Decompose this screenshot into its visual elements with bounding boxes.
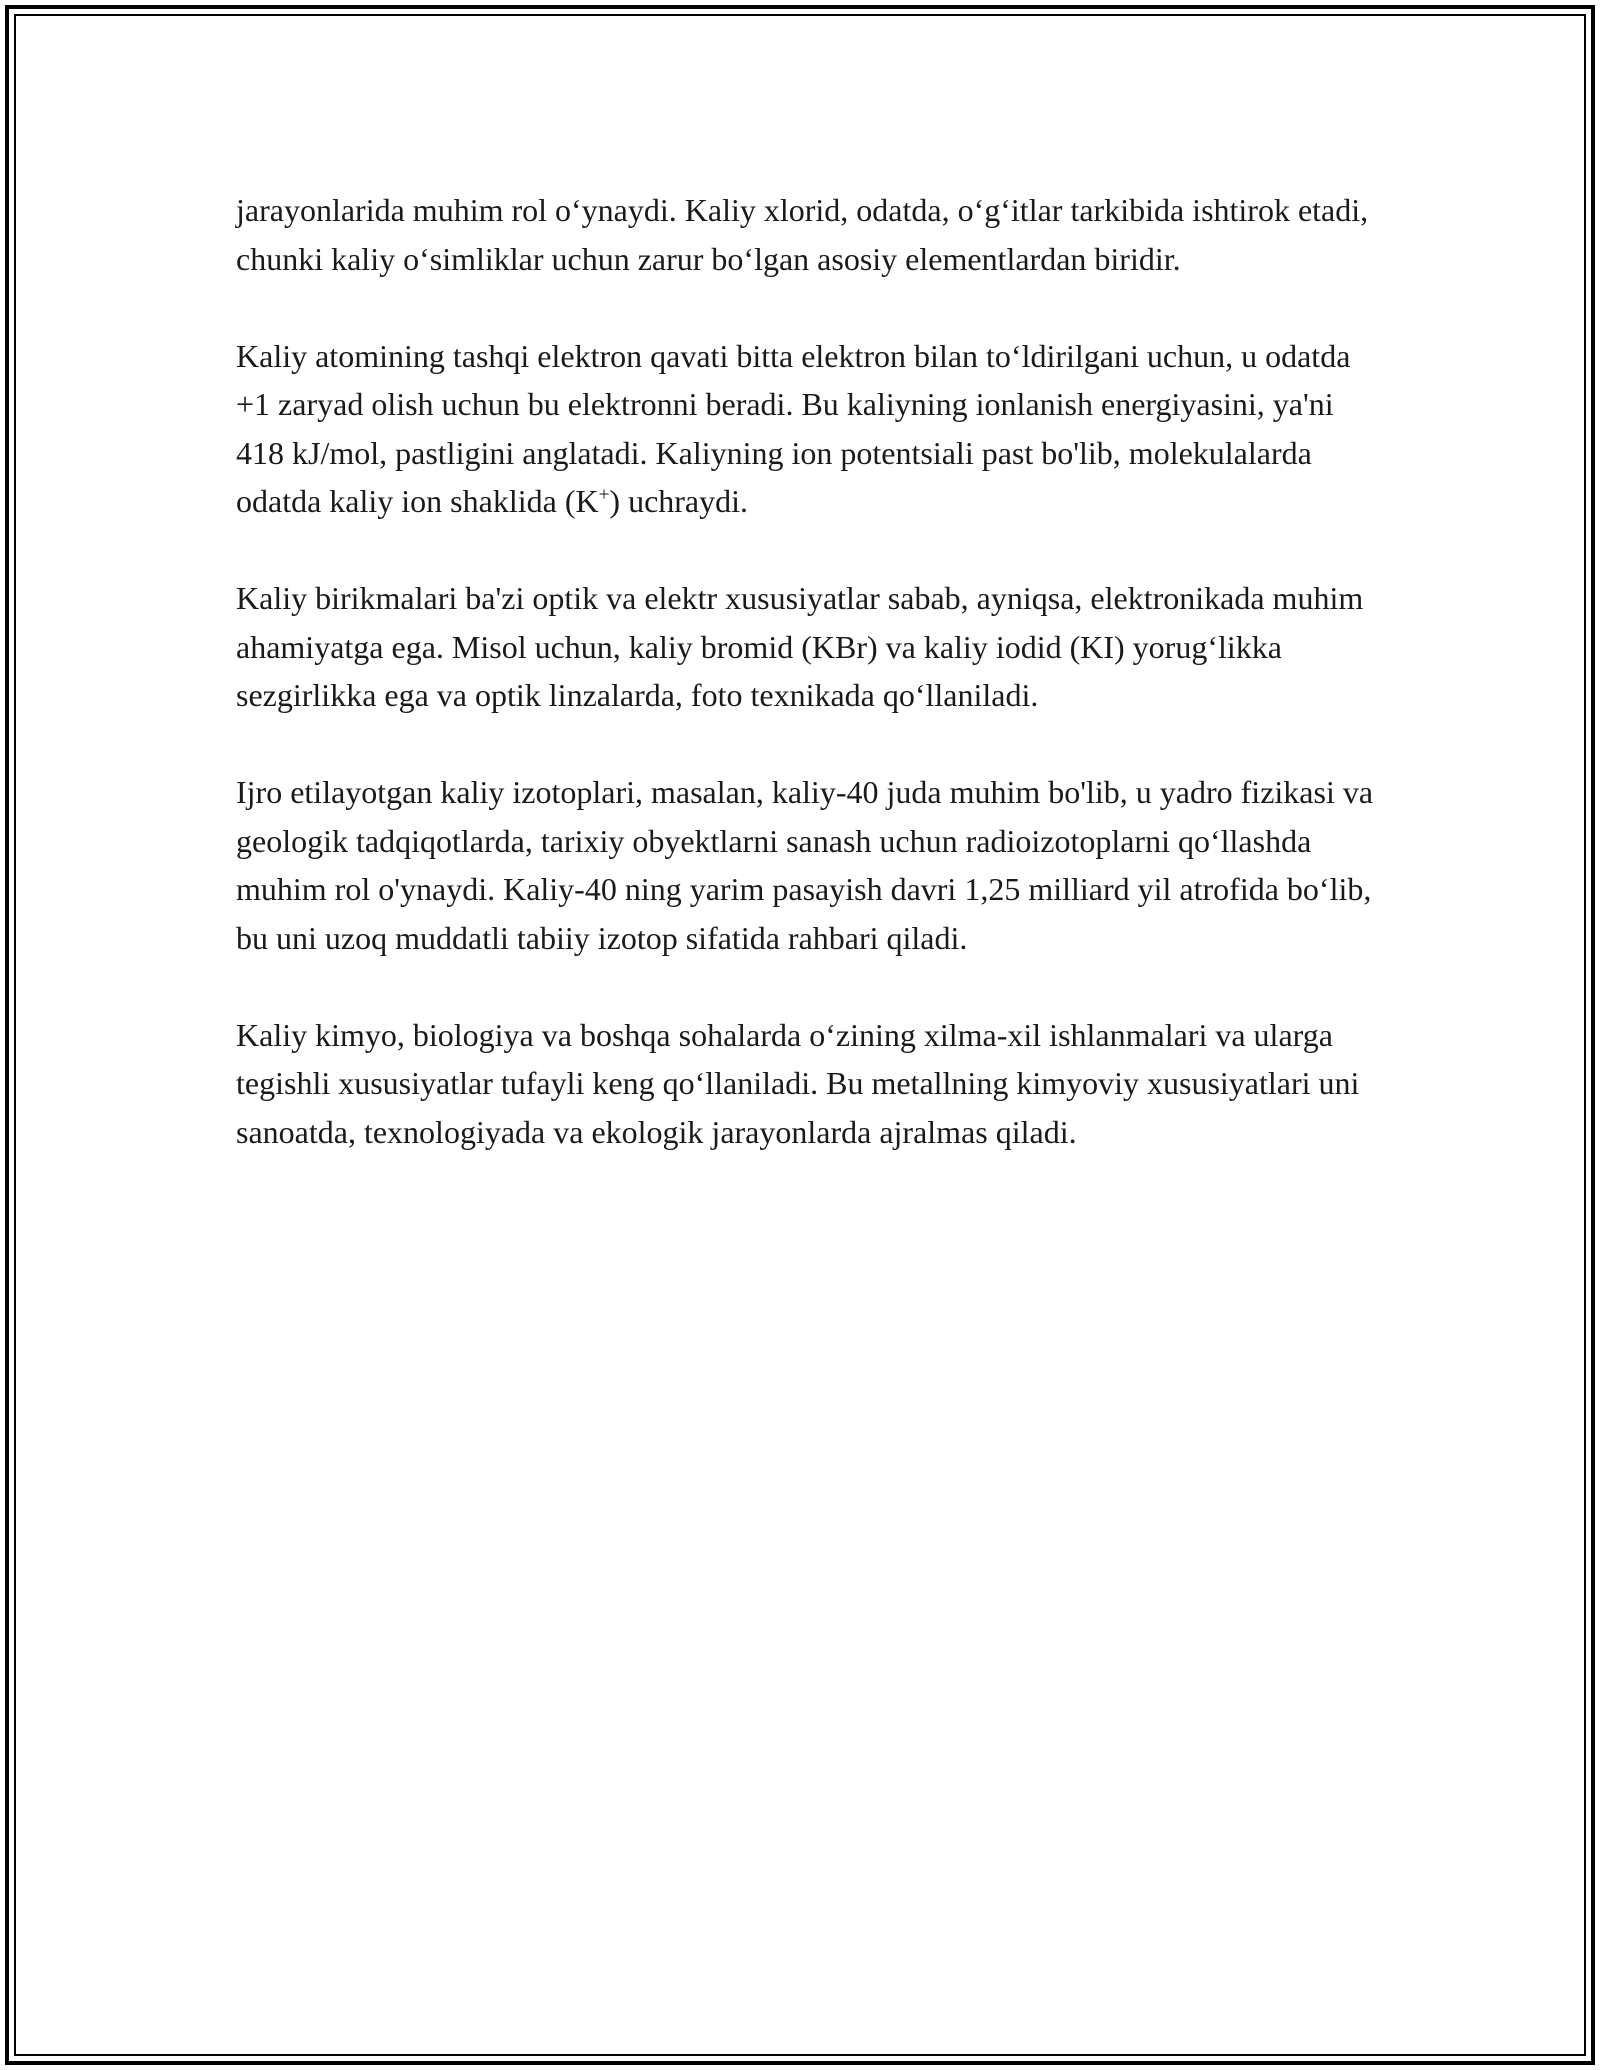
- ion-charge-superscript: +: [598, 484, 610, 506]
- paragraph-1: jarayonlarida muhim rol o‘ynaydi. Kaliy xlorid, odatda, o‘g‘itlar tarkibida ishtirok etadi, chunki kaliy o‘simliklar uchun zarur bo‘lgan asosiy elementlardan biridir.: [236, 192, 1369, 277]
- paragraph-3: Kaliy birikmalari ba'zi optik va elektr xususiyatlar sabab, ayniqsa, elektronikada muhim ahamiyatga ega. Misol uchun, kaliy bromid (KBr) va kaliy iodid (KI) yorug‘likka sezgirlikka ega va optik linzalarda, foto texnikada qo‘llaniladi.: [236, 580, 1364, 713]
- paragraph-2-text-after: ) uchraydi.: [609, 483, 749, 519]
- paragraph-2: [236, 332, 1376, 526]
- paragraph-2-text-before: Kaliy atomining tashqi elektron qavati bitta elektron bilan to‘ldirilgani uchun, u odatda +1 zaryad olish uchun bu elektronni beradi. Bu kaliyning ionlanish energiyasini, ya'ni 418 kJ/mol, pastligini anglatadi. Kaliyning ion potentsiali past bo'lib, molekulalarda odatda kaliy ion shaklida (K: [236, 337, 1351, 519]
- document-body: [236, 186, 1376, 1205]
- paragraph-4: Ijro etilayotgan kaliy izotoplari, masalan, kaliy-40 juda muhim bo'lib, u yadro fizikasi va geologik tadqiqotlarda, tarixiy obyektlarni sanash uchun radioizotoplarni qo‘llashda muhim rol o'ynaydi. Kaliy-40 ning yarim pasayish davri 1,25 milliard yil atrofida bo‘lib, bu uni uzoq muddatli tabiiy izotop sifatida rahbari qiladi.: [236, 774, 1374, 956]
- paragraph-5: Kaliy kimyo, biologiya va boshqa sohalarda o‘zining xilma-xil ishlanmalari va ularga tegishli xususiyatlar tufayli keng qo‘llaniladi. Bu metallning kimyoviy xususiyatlari uni sanoatda, texnologiyada va ekologik jarayonlarda ajralmas qiladi.: [236, 1016, 1360, 1150]
